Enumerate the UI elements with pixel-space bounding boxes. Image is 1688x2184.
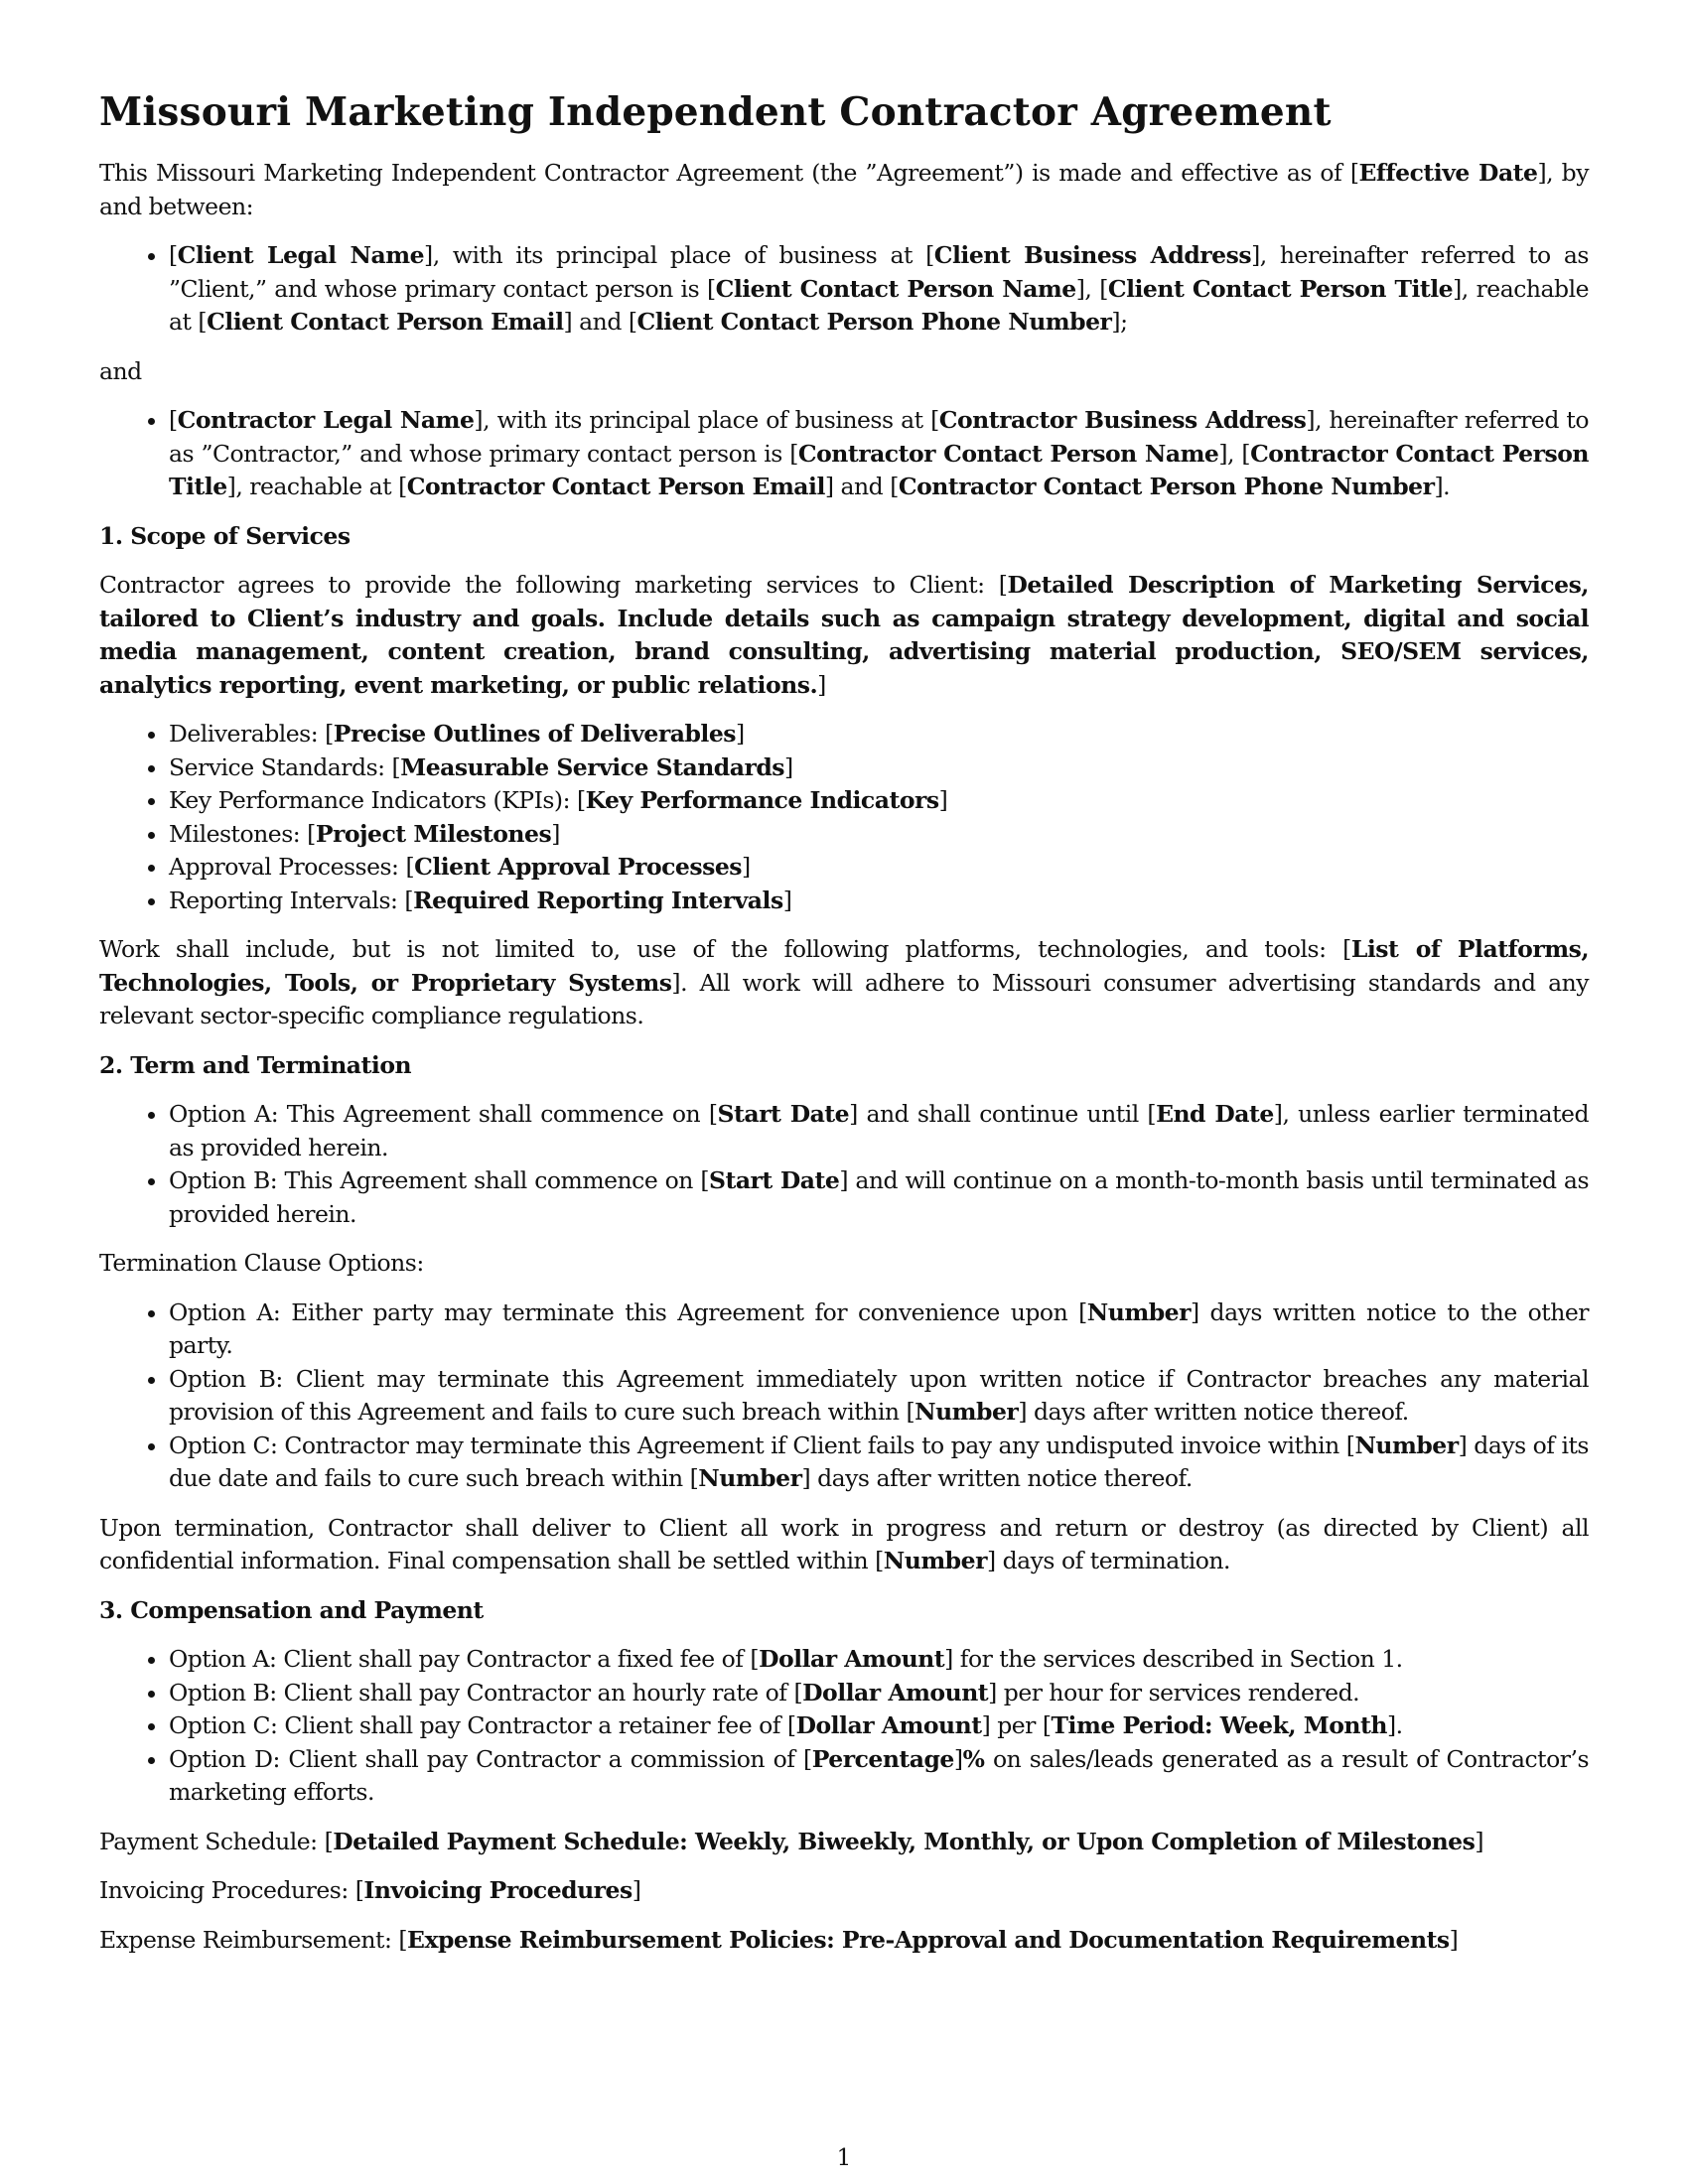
- list-item: • Reporting Intervals: [Required Reporting Intervals]: [169, 885, 1589, 918]
- placeholder-field: Dollar Amount: [759, 1645, 945, 1673]
- placeholder-field: Client Approval Processes: [414, 853, 743, 881]
- list-item: • Option B: This Agreement shall commence on [Start Date] and will continue on a month-to-month basis until terminated as provided herein.: [169, 1164, 1589, 1231]
- party-list-client: [99, 239, 1589, 340]
- list-item: • Deliverables: [Precise Outlines of Deliverables]: [169, 718, 1589, 751]
- and-text: and: [99, 356, 142, 385]
- placeholder-field: Dollar Amount: [802, 1678, 989, 1706]
- placeholder-field: Key Performance Indicators: [585, 786, 939, 814]
- placeholder-field: Required Reporting Intervals: [413, 886, 783, 914]
- placeholder-field: Number: [1354, 1431, 1459, 1459]
- expense-reimbursement: Expense Reimbursement: [Expense Reimbursement Policies: Pre-Approval and Documentation Requirements]: [99, 1925, 1459, 1954]
- section-3-heading: 3. Compensation and Payment: [99, 1595, 484, 1624]
- placeholder-field: Time Period: Week, Month: [1051, 1711, 1387, 1739]
- list-item: • Service Standards: [Measurable Service Standards]: [169, 751, 1589, 785]
- placeholder-field: Contractor Contact Person Title: [169, 439, 1589, 500]
- list-item: • Option A: Client shall pay Contractor a fixed fee of [Dollar Amount] for the services described in Section 1.: [169, 1643, 1589, 1677]
- intro-paragraph: This Missouri Marketing Independent Contractor Agreement (the ”Agreement”) is made and effective as of [Effective Date], by and between:: [99, 159, 1589, 220]
- placeholder-field: Number: [698, 1464, 802, 1492]
- placeholder-field: Detailed Payment Schedule: Weekly, Biweekly, Monthly, or Upon Completion of Milestones: [333, 1827, 1476, 1855]
- placeholder-field: List of Platforms, Technologies, Tools, or Proprietary Systems: [99, 935, 1589, 997]
- page-number: 1: [836, 2145, 852, 2171]
- platforms-paragraph: Work shall include, but is not limited to, use of the following platforms, technologies, and tools: [List of Platforms, Technologies, Tools, or Proprietary Systems]. All work will adhere to Missouri consumer advertising standards and any relevant sector-specific compliance regulations.: [99, 935, 1589, 1029]
- placeholder-field: Contractor Contact Person Phone Number: [898, 473, 1435, 500]
- placeholder-field: Contractor Business Address: [938, 406, 1307, 434]
- placeholder-field: Percentage: [811, 1744, 954, 1773]
- placeholder-field: Expense Reimbursement Policies: Pre-Approval and Documentation Requirements: [407, 1925, 1450, 1954]
- list-item: • Approval Processes: [Client Approval Processes]: [169, 851, 1589, 885]
- contractor-party-item: • [Contractor Legal Name], with its principal place of business at [Contractor Business Address], hereinafter referred to as ”Contractor,” and whose primary contact person is [Contractor Contact Person Name], [Contractor Contact Person Title], reachable at [Contractor Contact Person Email] and [Contractor Contact Person Phone Number].: [169, 404, 1589, 504]
- section-2-heading: 2. Term and Termination: [99, 1050, 412, 1079]
- placeholder-field: Client Business Address: [933, 241, 1252, 269]
- placeholder-field: Contractor Legal Name: [177, 406, 475, 434]
- list-item: • Option C: Contractor may terminate this Agreement if Client fails to pay any undisputed invoice within [Number] days of its due date and fails to cure such breach within [Number] days after written notice thereof.: [169, 1430, 1589, 1496]
- placeholder-field: Start Date: [717, 1100, 850, 1128]
- term-options-list: [99, 1098, 1589, 1231]
- placeholder-field: End Date: [1156, 1100, 1274, 1128]
- placeholder-field: Precise Outlines of Deliverables: [333, 720, 737, 748]
- placeholder-field: Contractor Contact Person Name: [797, 439, 1219, 468]
- document-body: [99, 87, 1589, 1973]
- placeholder-field: Measurable Service Standards: [400, 752, 784, 781]
- scope-description: Contractor agrees to provide the following marketing services to Client: [Detailed Description of Marketing Services, tailored to Client’s industry and goals. Include details such as campaign strategy development, digital and social media management, content creation, brand consulting, advertising material production, SEO/SEM services, analytics reporting, event marketing, or public relations.]: [99, 571, 1589, 699]
- client-party-item: • [Client Legal Name], with its principal place of business at [Client Business Address], hereinafter referred to as ”Client,” and whose primary contact person is [Client Contact Person Name], [Client Contact Person Title], reachable at [Client Contact Person Email] and [Client Contact Person Phone Number];: [169, 239, 1589, 340]
- list-item: • Milestones: [Project Milestones]: [169, 818, 1589, 852]
- section-1-heading: 1. Scope of Services: [99, 521, 351, 550]
- list-item: • Option B: Client may terminate this Agreement immediately upon written notice if Contractor breaches any material provision of this Agreement and fails to cure such breach within [Number] days after written notice thereof.: [169, 1363, 1589, 1430]
- scope-list: [99, 718, 1589, 917]
- list-item: • Option C: Client shall pay Contractor a retainer fee of [Dollar Amount] per [Time Period: Week, Month].: [169, 1709, 1589, 1743]
- placeholder-field: Invoicing Procedures: [363, 1876, 633, 1904]
- list-item: • Option A: This Agreement shall commence on [Start Date] and shall continue until [End Date], unless earlier terminated as provided herein.: [169, 1098, 1589, 1164]
- list-item: • Option B: Client shall pay Contractor an hourly rate of [Dollar Amount] per hour for services rendered.: [169, 1677, 1589, 1710]
- placeholder-field: Effective Date: [1358, 159, 1538, 187]
- placeholder-field: %: [962, 1744, 985, 1773]
- compensation-options-list: [99, 1643, 1589, 1810]
- document-title: Missouri Marketing Independent Contractor Agreement: [99, 89, 1332, 135]
- payment-schedule: Payment Schedule: [Detailed Payment Schedule: Weekly, Biweekly, Monthly, or Upon Completion of Milestones]: [99, 1827, 1484, 1855]
- placeholder-field: Client Contact Person Email: [207, 308, 564, 336]
- placeholder-field: Client Contact Person Phone Number: [636, 308, 1112, 336]
- placeholder-field: Number: [883, 1547, 987, 1574]
- party-list-contractor: [99, 404, 1589, 504]
- placeholder-field: Number: [914, 1398, 1019, 1426]
- list-item: • Option D: Client shall pay Contractor a commission of [Percentage]% on sales/leads generated as a result of Contractor’s marketing efforts.: [169, 1743, 1589, 1810]
- list-item: • Option A: Either party may terminate this Agreement for convenience upon [Number] days written notice to the other party.: [169, 1297, 1589, 1363]
- placeholder-field: Detailed Description of Marketing Services, tailored to Client’s industry and goals. Include details such as campaign strategy development, digital and social media management, content creation, brand consulting, advertising material production, SEO/SEM services, analytics reporting, event marketing, or public relations.: [99, 571, 1589, 699]
- termination-clause-label: Termination Clause Options:: [99, 1249, 424, 1277]
- termination-paragraph: Upon termination, Contractor shall deliver to Client all work in progress and return or destroy (as directed by Client) all confidential information. Final compensation shall be settled within [Number] days of termination.: [99, 1513, 1589, 1574]
- termination-options-list: [99, 1297, 1589, 1496]
- invoicing-procedures: Invoicing Procedures: [Invoicing Procedures]: [99, 1876, 641, 1904]
- placeholder-field: Start Date: [709, 1166, 840, 1194]
- placeholder-field: Contractor Contact Person Email: [406, 473, 825, 500]
- placeholder-field: Client Contact Person Name: [715, 274, 1076, 303]
- placeholder-field: Client Legal Name: [177, 241, 425, 269]
- placeholder-field: Dollar Amount: [795, 1711, 982, 1739]
- placeholder-field: Number: [1086, 1297, 1191, 1326]
- list-item: • Key Performance Indicators (KPIs): [Key Performance Indicators]: [169, 784, 1589, 818]
- placeholder-field: Client Contact Person Title: [1107, 274, 1454, 303]
- placeholder-field: Project Milestones: [315, 819, 552, 848]
